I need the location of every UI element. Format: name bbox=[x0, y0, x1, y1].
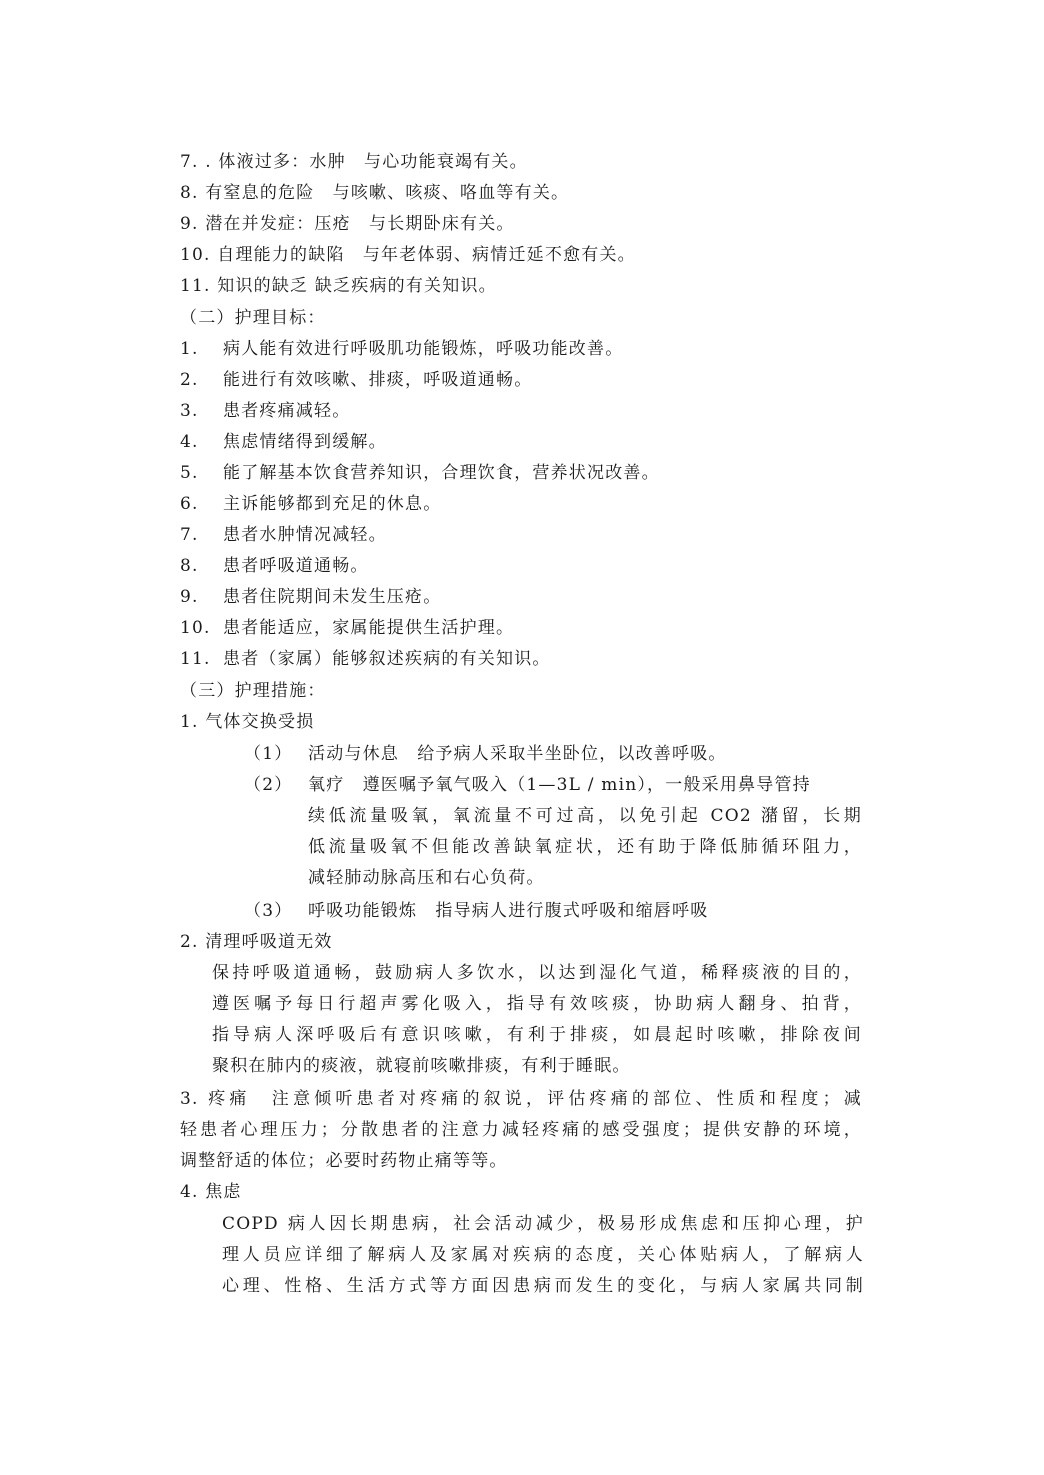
goal-number: 2. bbox=[180, 370, 199, 390]
goal-text: 能进行有效咳嗽、排痰，呼吸道通畅。 bbox=[223, 370, 533, 390]
measure-2-line: 聚积在肺内的痰液，就寝前咳嗽排痰，有利于睡眠。 bbox=[212, 1056, 631, 1076]
goal-item bbox=[180, 616, 514, 640]
goal-text: 患者疼痛减轻。 bbox=[223, 401, 351, 421]
goals-heading: （二）护理目标： bbox=[180, 308, 326, 328]
goal-item bbox=[180, 461, 660, 485]
goal-text: 患者（家属）能够叙述疾病的有关知识。 bbox=[223, 649, 551, 669]
measure-1-title: 1. 气体交换受损 bbox=[180, 712, 315, 732]
goal-text: 病人能有效进行呼吸肌功能锻炼，呼吸功能改善。 bbox=[223, 339, 624, 359]
goal-number: 9. bbox=[180, 587, 199, 607]
sub-number: （2） bbox=[244, 775, 293, 795]
goal-number: 5. bbox=[180, 463, 199, 483]
measure-2-line: 保持呼吸道通畅，鼓励病人多饮水，以达到湿化气道，稀释痰液的目的， bbox=[212, 963, 862, 983]
diagnosis-line-10: 10. 自理能力的缺陷 与年老体弱、病情迁延不愈有关。 bbox=[180, 245, 636, 265]
sub-number: （3） bbox=[244, 901, 293, 921]
goal-item bbox=[180, 554, 369, 578]
measure-4-line: 心理、性格、生活方式等方面因患病而发生的变化，与病人家属共同制 bbox=[222, 1276, 864, 1296]
goal-item bbox=[180, 523, 387, 547]
goal-item bbox=[180, 647, 551, 671]
measure-2-line: 指导病人深呼吸后有意识咳嗽，有利于排痰，如晨起时咳嗽，排除夜间 bbox=[212, 1025, 862, 1045]
goal-number: 6. bbox=[180, 494, 199, 514]
sub-text: 活动与休息 给予病人采取半坐卧位，以改善呼吸。 bbox=[308, 744, 727, 764]
measure-3-line: 3. 疼痛 注意倾听患者对疼痛的叙说，评估疼痛的部位、性质和程度；减 bbox=[180, 1089, 862, 1109]
goal-number: 7. bbox=[180, 525, 199, 545]
goal-number: 4. bbox=[180, 432, 199, 452]
measure-3-line: 轻患者心理压力；分散患者的注意力减轻疼痛的感受强度；提供安静的环境， bbox=[180, 1120, 862, 1140]
diagnosis-line-11: 11. 知识的缺乏 缺乏疾病的有关知识。 bbox=[180, 276, 497, 296]
measure-2-title: 2. 清理呼吸道无效 bbox=[180, 932, 333, 952]
goal-text: 主诉能够都到充足的休息。 bbox=[223, 494, 442, 514]
measure-1-sub-2-line: 减轻肺动脉高压和右心负荷。 bbox=[308, 868, 545, 888]
sub-text: 呼吸功能锻炼 指导病人进行腹式呼吸和缩唇呼吸 bbox=[308, 901, 709, 921]
measure-1-sub-2-line: 续低流量吸氧，氧流量不可过高，以免引起 CO2 潴留，长期 bbox=[308, 806, 862, 826]
measures-heading: （三）护理措施： bbox=[180, 681, 326, 701]
sub-text: 氧疗 遵医嘱予氧气吸入（1—3L / min），一般采用鼻导管持 bbox=[308, 775, 811, 795]
sub-number: （1） bbox=[244, 744, 293, 764]
measure-3-line: 调整舒适的体位；必要时药物止痛等等。 bbox=[180, 1151, 508, 1171]
measure-1-sub-3 bbox=[244, 899, 708, 923]
goal-number: 8. bbox=[180, 556, 199, 576]
goal-item bbox=[180, 430, 387, 454]
measure-4-line: COPD 病人因长期患病，社会活动减少，极易形成焦虑和压抑心理，护 bbox=[222, 1214, 864, 1234]
goal-number: 10. bbox=[180, 618, 211, 638]
measure-1-sub-2 bbox=[244, 773, 811, 797]
goal-text: 能了解基本饮食营养知识，合理饮食，营养状况改善。 bbox=[223, 463, 660, 483]
measure-4-line: 理人员应详细了解病人及家属对疾病的态度，关心体贴病人，了解病人 bbox=[222, 1245, 864, 1265]
goal-text: 患者水肿情况减轻。 bbox=[223, 525, 387, 545]
diagnosis-line-8: 8. 有窒息的危险 与咳嗽、咳痰、咯血等有关。 bbox=[180, 183, 570, 203]
goal-item bbox=[180, 585, 441, 609]
goal-text: 患者住院期间未发生压疮。 bbox=[223, 587, 442, 607]
diagnosis-line-9: 9. 潜在并发症：压疮 与长期卧床有关。 bbox=[180, 214, 515, 234]
measure-4-title: 4. 焦虑 bbox=[180, 1182, 242, 1202]
measure-1-sub-1 bbox=[244, 742, 727, 766]
goal-text: 患者能适应，家属能提供生活护理。 bbox=[223, 618, 515, 638]
goal-item bbox=[180, 399, 350, 423]
goal-item bbox=[180, 492, 441, 516]
goal-text: 焦虑情绪得到缓解。 bbox=[223, 432, 387, 452]
goal-number: 11. bbox=[180, 649, 211, 669]
goal-number: 1. bbox=[180, 339, 199, 359]
goal-item bbox=[180, 337, 623, 361]
measure-1-sub-2-line: 低流量吸氧不但能改善缺氧症状，还有助于降低肺循环阻力， bbox=[308, 837, 862, 857]
goal-item bbox=[180, 368, 532, 392]
measure-2-line: 遵医嘱予每日行超声雾化吸入，指导有效咳痰，协助病人翻身、拍背， bbox=[212, 994, 862, 1014]
diagnosis-line-7: 7. . 体液过多：水肿 与心功能衰竭有关。 bbox=[180, 152, 528, 172]
goal-number: 3. bbox=[180, 401, 199, 421]
goal-text: 患者呼吸道通畅。 bbox=[223, 556, 369, 576]
